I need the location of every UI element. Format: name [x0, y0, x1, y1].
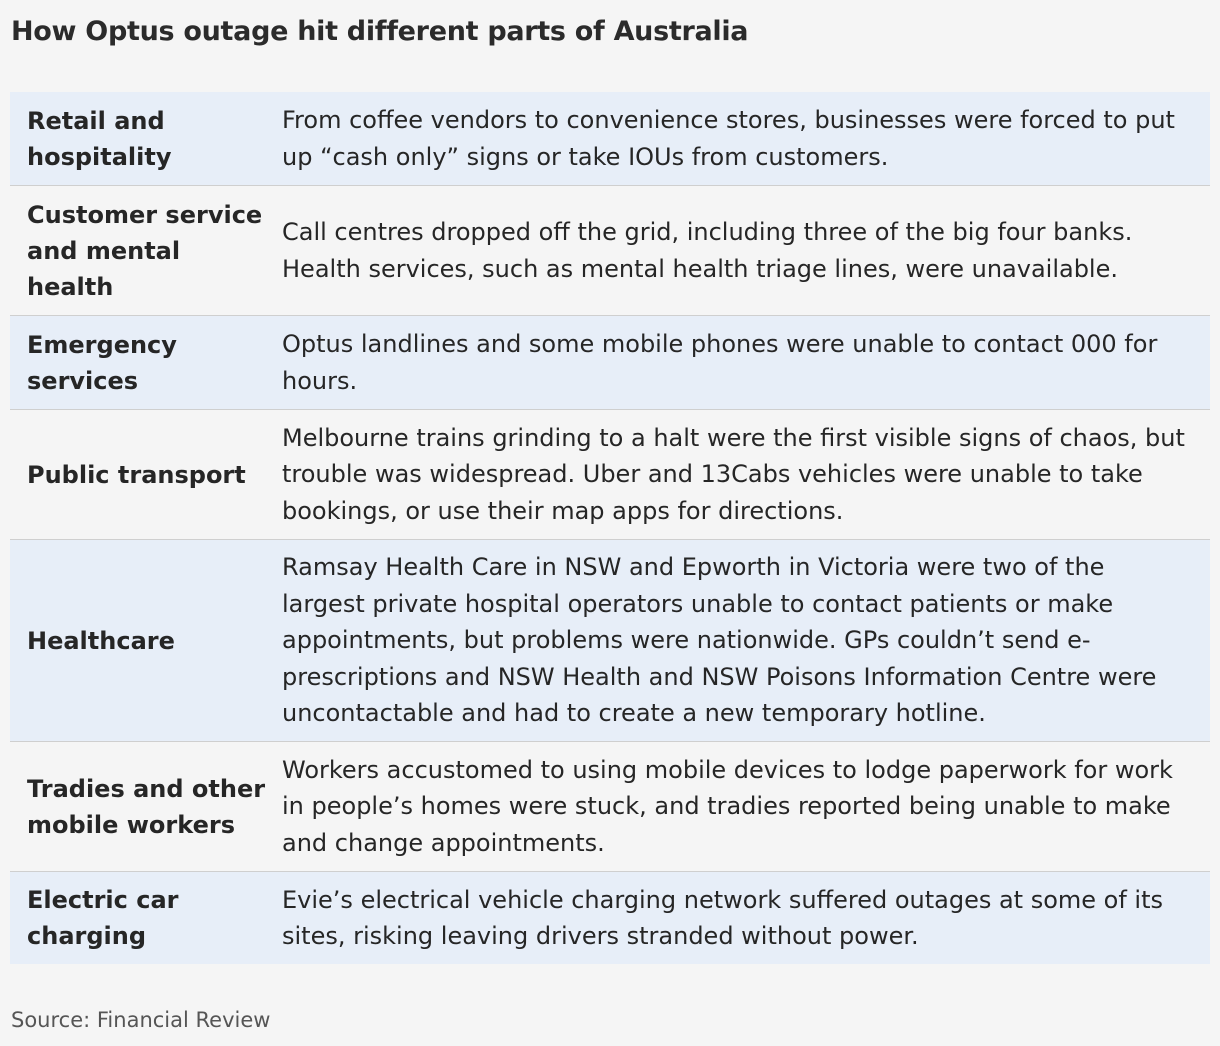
description-cell: From coffee vendors to convenience stores, businesses were forced to put up “cash only” signs or take IOUs from customers. [282, 106, 1175, 171]
category-cell: Retail and hospitality [27, 106, 172, 171]
description-cell: Evie’s electrical vehicle charging network suffered outages at some of its sites, risking leaving drivers stranded without power. [282, 885, 1164, 950]
category-cell: Emergency services [27, 330, 177, 395]
category-cell: Electric car charging [27, 886, 179, 950]
table-row [10, 186, 1210, 316]
description-cell: Workers accustomed to using mobile devices to lodge paperwork for work in people’s homes were stuck, and tradies reported being unable to make and change appointments. [282, 755, 1173, 857]
table-row [10, 872, 1210, 964]
category-cell: Public transport [27, 460, 246, 489]
outage-impact-table [10, 92, 1210, 964]
table-row [10, 316, 1210, 410]
category-cell: Healthcare [27, 626, 175, 655]
description-cell: Optus landlines and some mobile phones were unable to contact 000 for hours. [282, 330, 1158, 395]
description-cell: Ramsay Health Care in NSW and Epworth in Victoria were two of the largest private hospital operators unable to contact patients or make appointments, but problems were nationwide. GPs couldn’t send e-prescriptions and NSW Health and NSW Poisons Information Centre were uncontactable and had to create a new temporary hotline. [282, 553, 1157, 728]
page-title: How Optus outage hit different parts of Australia [11, 16, 749, 47]
table-row [10, 540, 1210, 742]
category-cell: Tradies and other mobile workers [27, 774, 266, 839]
category-cell: Customer service and mental health [27, 200, 263, 301]
description-cell: Melbourne trains grinding to a halt were the first visible signs of chaos, but trouble was widespread. Uber and 13Cabs vehicles were unable to take bookings, or use their map apps for directions. [282, 423, 1185, 525]
table-row [10, 410, 1210, 540]
table-row [10, 92, 1210, 186]
description-cell: Call centres dropped off the grid, including three of the big four banks. Health services, such as mental health triage lines, were unavailable. [282, 218, 1133, 283]
table-row [10, 742, 1210, 872]
source-note: Source: Financial Review [11, 1008, 271, 1032]
